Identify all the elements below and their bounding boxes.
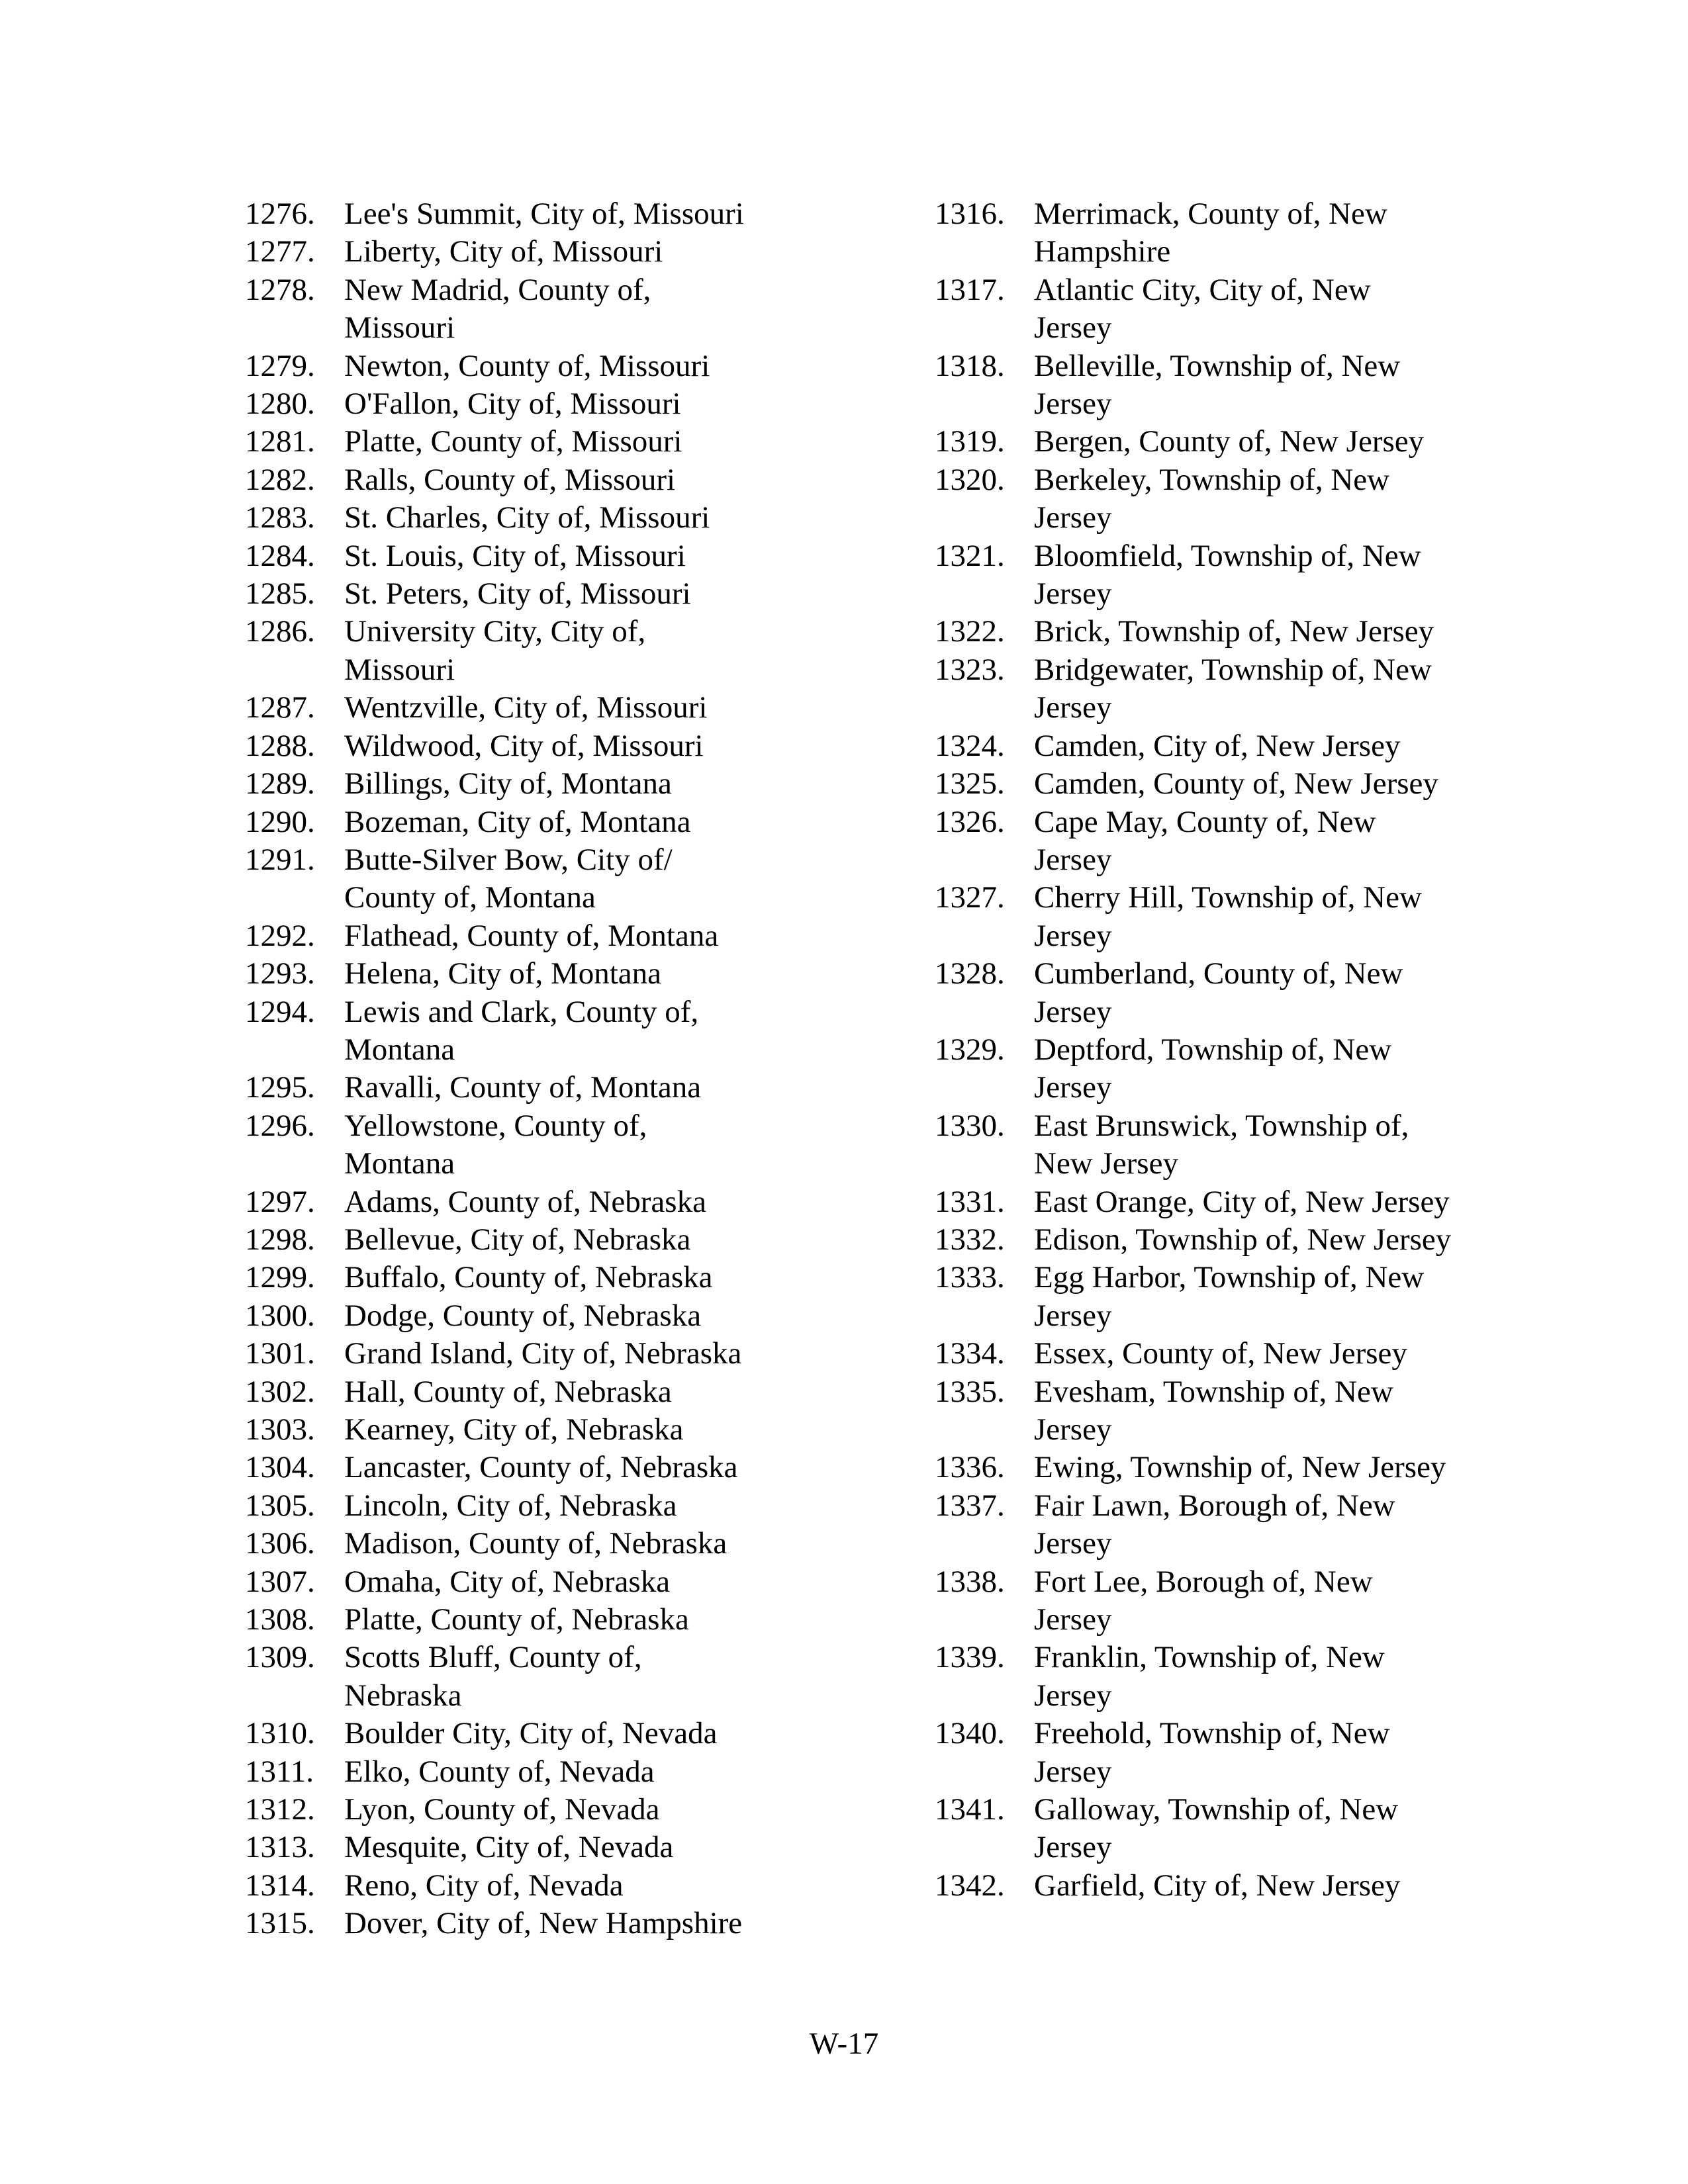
list-item: [245, 461, 841, 499]
list-item-number: 1281.: [245, 424, 315, 459]
list-item: [245, 1867, 841, 1905]
list-item: [245, 575, 841, 613]
list-item-number: 1301.: [245, 1336, 315, 1371]
list-item-name: Ewing, Township of, New Jersey: [1034, 1450, 1446, 1485]
list-item-number: 1323.: [935, 652, 1005, 687]
list-item-number: 1299.: [245, 1260, 315, 1295]
list-item-name: Franklin, Township of, New Jersey: [1034, 1640, 1385, 1713]
list-item-number: 1311.: [245, 1754, 314, 1789]
list-item-number: 1296.: [245, 1108, 315, 1143]
list-item: [935, 1563, 1530, 1639]
list-item-number: 1291.: [245, 842, 315, 877]
list-item-name: Bloomfield, Township of, New Jersey: [1034, 538, 1421, 612]
list-item: [245, 1335, 841, 1373]
list-item: [935, 613, 1530, 651]
list-item-number: 1279.: [245, 348, 315, 383]
list-item: [245, 347, 841, 385]
list-item: [245, 613, 841, 689]
list-item: [245, 1487, 841, 1525]
list-item-name: St. Peters, City of, Missouri: [344, 576, 691, 612]
list-item-name: Boulder City, City of, Nevada: [344, 1716, 718, 1751]
list-item-name: Helena, City of, Montana: [344, 956, 662, 991]
list-item-name: Bellevue, City of, Nebraska: [344, 1222, 691, 1257]
list-item: [245, 1297, 841, 1335]
list-item-number: 1277.: [245, 234, 315, 269]
list-item-name: Bozeman, City of, Montana: [344, 804, 691, 839]
list-item-number: 1334.: [935, 1336, 1005, 1371]
list-item-number: 1328.: [935, 956, 1005, 991]
list-item-number: 1314.: [245, 1868, 315, 1903]
list-item: [935, 271, 1530, 347]
list-item: [935, 1107, 1530, 1183]
list-item: [935, 1335, 1530, 1373]
list-item: [245, 803, 841, 841]
list-item-name: Bergen, County of, New Jersey: [1034, 424, 1425, 459]
list-item-number: 1329.: [935, 1032, 1005, 1067]
list-item: [245, 917, 841, 955]
list-item-number: 1293.: [245, 956, 315, 991]
list-item-number: 1336.: [935, 1450, 1005, 1485]
list-item-name: Lancaster, County of, Nebraska: [344, 1450, 738, 1485]
list-item-number: 1303.: [245, 1412, 315, 1447]
list-item-name: Cherry Hill, Township of, New Jersey: [1034, 880, 1422, 953]
list-item-name: Edison, Township of, New Jersey: [1034, 1222, 1452, 1257]
list-item-number: 1340.: [935, 1716, 1005, 1751]
list-item-number: 1285.: [245, 576, 315, 612]
list-item-name: Cape May, County of, New Jersey: [1034, 804, 1376, 877]
list-item-name: Camden, City of, New Jersey: [1034, 728, 1401, 763]
list-item: [935, 651, 1530, 727]
list-item-name: Dover, City of, New Hampshire: [344, 1906, 743, 1941]
list-item-number: 1308.: [245, 1602, 315, 1637]
list-item-name: East Brunswick, Township of, New Jersey: [1034, 1108, 1409, 1181]
list-item-name: Fort Lee, Borough of, New Jersey: [1034, 1564, 1373, 1637]
list-item: [935, 1487, 1530, 1563]
list-item: [245, 1791, 841, 1829]
list-item-name: Lyon, County of, Nevada: [344, 1792, 660, 1827]
list-item-name: Flathead, County of, Montana: [344, 918, 719, 953]
list-item-number: 1290.: [245, 804, 315, 839]
list-item-name: Elko, County of, Nevada: [344, 1754, 655, 1789]
page-number: W-17: [809, 2026, 879, 2061]
list-item: [245, 195, 841, 233]
list-item-number: 1298.: [245, 1222, 315, 1257]
list-item-name: Omaha, City of, Nebraska: [344, 1564, 671, 1599]
list-item-number: 1305.: [245, 1488, 315, 1523]
list-item-number: 1312.: [245, 1792, 315, 1827]
list-item-number: 1321.: [935, 538, 1005, 573]
list-item: [245, 1259, 841, 1297]
list-item-number: 1320.: [935, 462, 1005, 497]
list-item: [245, 1449, 841, 1486]
list-item-name: University City, City of, Missouri: [344, 614, 646, 687]
list-item-name: Wentzville, City of, Missouri: [344, 690, 708, 725]
list-item-name: Merrimack, County of, New Hampshire: [1034, 197, 1387, 269]
list-item: [935, 955, 1530, 1031]
list-item-number: 1318.: [935, 348, 1005, 383]
list-item: [245, 993, 841, 1069]
list-item-name: Reno, City of, Nevada: [344, 1868, 624, 1903]
list-item-name: Lincoln, City of, Nebraska: [344, 1488, 677, 1523]
list-item-number: 1304.: [245, 1450, 315, 1485]
list-item: [935, 1449, 1530, 1486]
list-item: [245, 1373, 841, 1411]
list-item-number: 1287.: [245, 690, 315, 725]
list-item-name: Fair Lawn, Borough of, New Jersey: [1034, 1488, 1395, 1561]
list-item: [245, 1601, 841, 1639]
list-item-number: 1325.: [935, 766, 1005, 801]
list-item-number: 1307.: [245, 1564, 315, 1599]
list-item-number: 1324.: [935, 728, 1005, 763]
list-item: [935, 1031, 1530, 1107]
list-item-number: 1341.: [935, 1792, 1005, 1827]
list-item-number: 1286.: [245, 614, 315, 649]
list-item-name: Grand Island, City of, Nebraska: [344, 1336, 742, 1371]
right-column-list: [935, 195, 1530, 1905]
list-item-name: Evesham, Township of, New Jersey: [1034, 1374, 1393, 1447]
list-item: [245, 1639, 841, 1715]
list-item-name: Galloway, Township of, New Jersey: [1034, 1792, 1399, 1865]
list-item-number: 1276.: [245, 197, 315, 231]
list-item: [935, 1221, 1530, 1259]
list-item: [245, 499, 841, 537]
list-item: [245, 1563, 841, 1601]
list-item-name: Essex, County of, New Jersey: [1034, 1336, 1407, 1371]
list-item-name: Lee's Summit, City of, Missouri: [344, 197, 744, 231]
list-item: [245, 1829, 841, 1866]
list-item-number: 1284.: [245, 538, 315, 573]
list-item: [245, 841, 841, 917]
list-item: [935, 1791, 1530, 1867]
list-item-number: 1278.: [245, 272, 315, 307]
list-item: [245, 1905, 841, 1942]
list-item-number: 1282.: [245, 462, 315, 497]
list-item-name: Brick, Township of, New Jersey: [1034, 614, 1434, 649]
list-item-number: 1342.: [935, 1868, 1005, 1903]
list-item: [245, 1107, 841, 1183]
list-item-name: Butte-Silver Bow, City of/ County of, Montana: [344, 842, 673, 915]
list-item: [935, 1183, 1530, 1221]
list-item-name: St. Louis, City of, Missouri: [344, 538, 686, 573]
list-item-name: Buffalo, County of, Nebraska: [344, 1260, 713, 1295]
list-item-name: Ravalli, County of, Montana: [344, 1070, 702, 1105]
list-item: [245, 271, 841, 347]
list-item-number: 1300.: [245, 1298, 315, 1333]
list-item-number: 1327.: [935, 880, 1005, 915]
list-item: [935, 803, 1530, 880]
list-item: [935, 1259, 1530, 1335]
list-item-name: Hall, County of, Nebraska: [344, 1374, 672, 1409]
list-item: [935, 1373, 1530, 1449]
list-item: [245, 423, 841, 461]
list-item: [245, 233, 841, 271]
list-item-name: Mesquite, City of, Nevada: [344, 1830, 674, 1865]
list-item: [245, 1411, 841, 1449]
list-item: [935, 347, 1530, 424]
list-item-number: 1295.: [245, 1070, 315, 1105]
list-item-name: Billings, City of, Montana: [344, 766, 672, 801]
list-item-number: 1297.: [245, 1184, 315, 1219]
list-item-name: Cumberland, County of, New Jersey: [1034, 956, 1403, 1029]
list-item: [935, 537, 1530, 614]
list-item: [245, 727, 841, 765]
left-column-list: [245, 195, 841, 1943]
list-item-number: 1330.: [935, 1108, 1005, 1143]
list-item-name: St. Charles, City of, Missouri: [344, 500, 710, 535]
list-item-name: Platte, County of, Missouri: [344, 424, 682, 459]
list-item-name: Camden, County of, New Jersey: [1034, 766, 1438, 801]
list-item-number: 1337.: [935, 1488, 1005, 1523]
list-item: [935, 195, 1530, 271]
list-item-name: Garfield, City of, New Jersey: [1034, 1868, 1401, 1903]
list-item: [935, 879, 1530, 955]
list-item-name: Egg Harbor, Township of, New Jersey: [1034, 1260, 1425, 1333]
list-item-number: 1283.: [245, 500, 315, 535]
list-item-name: Newton, County of, Missouri: [344, 348, 710, 383]
list-item-number: 1316.: [935, 197, 1005, 231]
list-item-name: O'Fallon, City of, Missouri: [344, 387, 681, 422]
list-item: [245, 385, 841, 423]
list-item-number: 1315.: [245, 1906, 315, 1941]
list-item-number: 1317.: [935, 272, 1005, 307]
list-item: [935, 765, 1530, 803]
list-item-number: 1326.: [935, 804, 1005, 839]
list-item-number: 1338.: [935, 1564, 1005, 1599]
list-item: [245, 1525, 841, 1563]
list-item-number: 1331.: [935, 1184, 1005, 1219]
list-item-name: Scotts Bluff, County of, Nebraska: [344, 1640, 642, 1713]
list-item-name: Madison, County of, Nebraska: [344, 1526, 727, 1561]
list-item-number: 1294.: [245, 994, 315, 1029]
list-item-number: 1310.: [245, 1716, 315, 1751]
list-item-name: Lewis and Clark, County of, Montana: [344, 994, 699, 1067]
list-item-name: Platte, County of, Nebraska: [344, 1602, 689, 1637]
list-item-name: Dodge, County of, Nebraska: [344, 1298, 702, 1333]
list-item: [935, 1867, 1530, 1905]
list-item: [245, 1069, 841, 1107]
list-item-name: Ralls, County of, Missouri: [344, 462, 676, 497]
list-item-number: 1339.: [935, 1640, 1005, 1675]
list-item-name: Freehold, Township of, New Jersey: [1034, 1716, 1390, 1789]
list-item-number: 1322.: [935, 614, 1005, 649]
list-item: [245, 537, 841, 575]
list-item-number: 1335.: [935, 1374, 1005, 1409]
list-item-name: Atlantic City, City of, New Jersey: [1034, 272, 1371, 345]
list-item-name: East Orange, City of, New Jersey: [1034, 1184, 1450, 1219]
list-item-name: Kearney, City of, Nebraska: [344, 1412, 684, 1447]
list-item: [245, 1753, 841, 1791]
list-item: [245, 955, 841, 993]
list-item: [245, 1715, 841, 1752]
list-item-number: 1280.: [245, 387, 315, 422]
list-item-name: Yellowstone, County of, Montana: [344, 1108, 647, 1181]
list-item: [245, 765, 841, 803]
list-item: [935, 727, 1530, 765]
list-item-name: Liberty, City of, Missouri: [344, 234, 663, 269]
list-item-number: 1302.: [245, 1374, 315, 1409]
list-item: [245, 689, 841, 727]
list-item: [245, 1183, 841, 1221]
list-item-number: 1333.: [935, 1260, 1005, 1295]
list-item-number: 1319.: [935, 424, 1005, 459]
list-item-number: 1309.: [245, 1640, 315, 1675]
list-item: [245, 1221, 841, 1259]
list-item-number: 1292.: [245, 918, 315, 953]
list-item-number: 1306.: [245, 1526, 315, 1561]
list-item-name: Deptford, Township of, New Jersey: [1034, 1032, 1392, 1105]
list-item-number: 1313.: [245, 1830, 315, 1865]
list-item-name: Bridgewater, Township of, New Jersey: [1034, 652, 1432, 725]
list-item: [935, 1639, 1530, 1715]
list-item: [935, 461, 1530, 537]
list-item-name: Belleville, Township of, New Jersey: [1034, 348, 1401, 422]
list-item-number: 1332.: [935, 1222, 1005, 1257]
list-item-name: Adams, County of, Nebraska: [344, 1184, 706, 1219]
list-item-number: 1289.: [245, 766, 315, 801]
list-item: [935, 423, 1530, 461]
list-item: [935, 1715, 1530, 1791]
list-item-name: Wildwood, City of, Missouri: [344, 728, 704, 763]
list-item-name: Berkeley, Township of, New Jersey: [1034, 462, 1390, 535]
list-item-name: New Madrid, County of, Missouri: [344, 272, 651, 345]
list-item-number: 1288.: [245, 728, 315, 763]
